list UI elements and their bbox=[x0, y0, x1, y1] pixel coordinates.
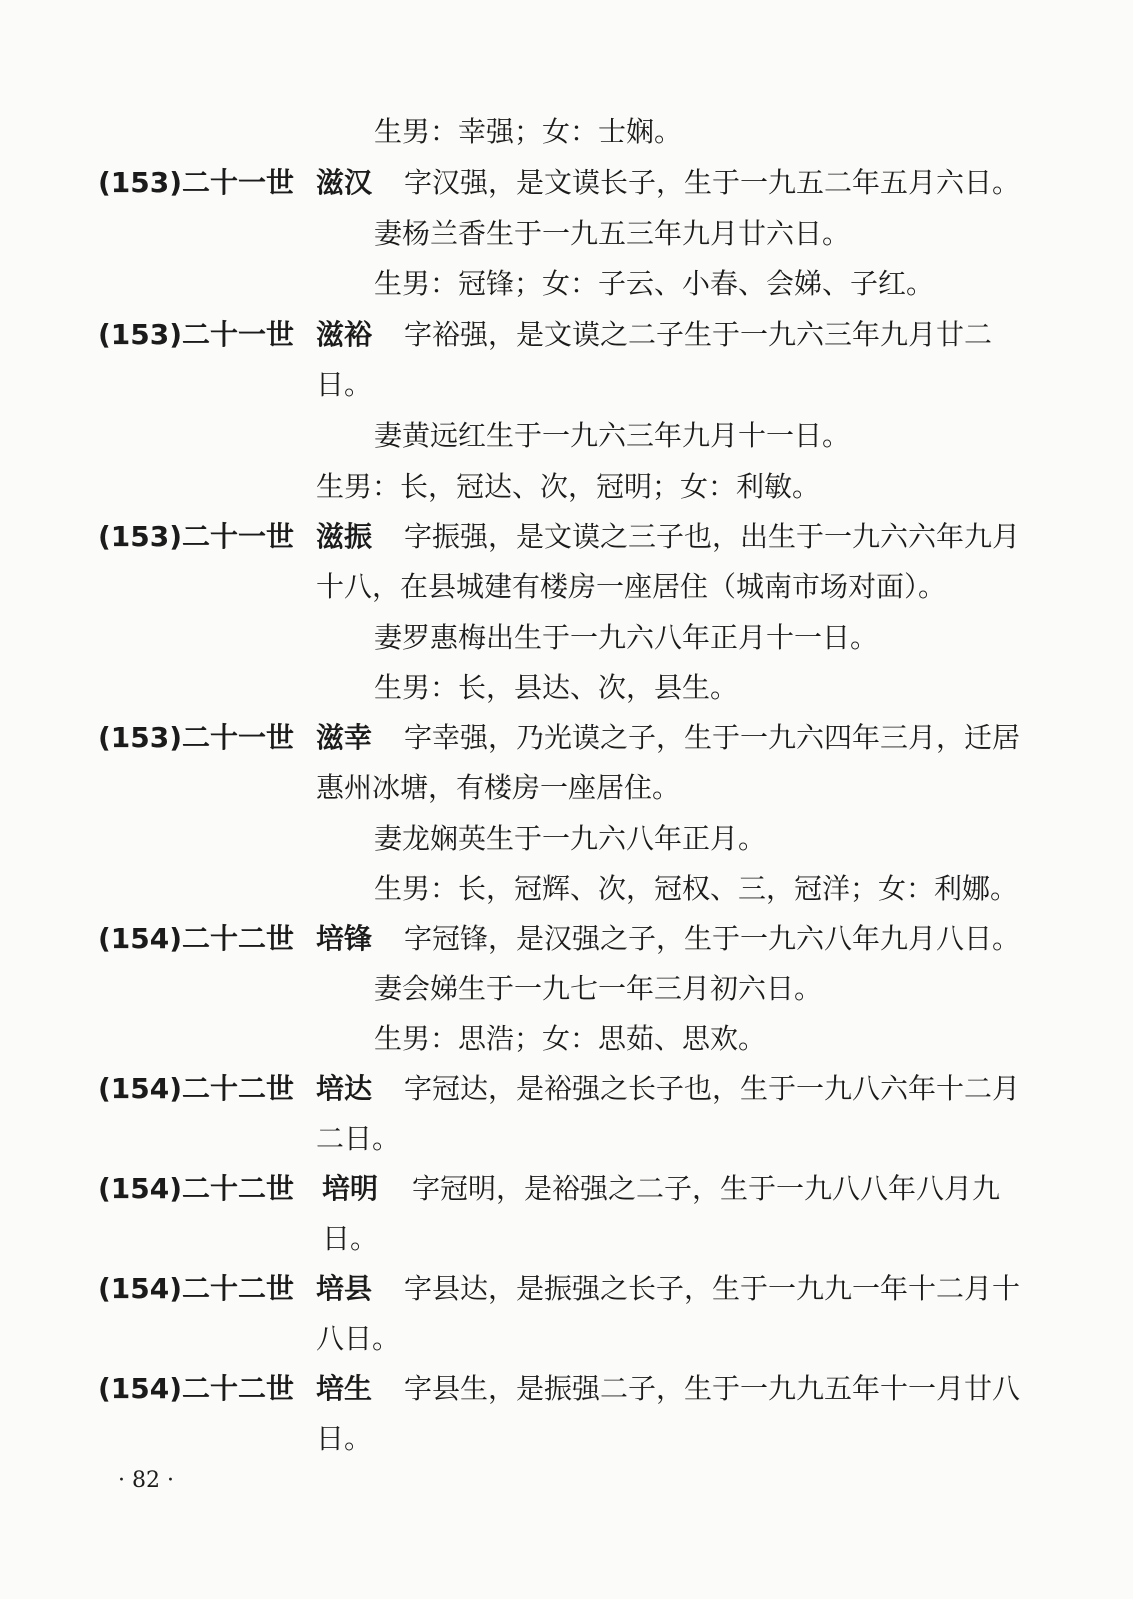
person-description: 字汉强，是文谟长子，生于一九五二年五月六日。 bbox=[404, 166, 1021, 199]
spouse-line: 妻龙娴英生于一九六八年正月。 bbox=[374, 822, 767, 855]
description-continuation: 日。 bbox=[322, 1222, 379, 1255]
person-name: 滋汉 bbox=[316, 166, 373, 199]
generation-label: (154)二十二世 bbox=[98, 1372, 295, 1405]
spouse-line: 妻罗惠梅出生于一九六八年正月十一日。 bbox=[374, 621, 879, 654]
person-description: 字冠锋，是汉强之子，生于一九六八年九月八日。 bbox=[404, 922, 1021, 955]
person-name: 培明 bbox=[322, 1172, 379, 1205]
generation-label: (153)二十一世 bbox=[98, 166, 295, 199]
spouse-line: 妻会娣生于一九七一年三月初六日。 bbox=[374, 972, 823, 1005]
person-name: 滋振 bbox=[316, 520, 373, 553]
spouse-line: 妻杨兰香生于一九五三年九月廿六日。 bbox=[374, 217, 851, 250]
person-name: 培达 bbox=[316, 1072, 373, 1105]
generation-label: (154)二十二世 bbox=[98, 922, 295, 955]
generation-label: (153)二十一世 bbox=[98, 318, 295, 351]
person-name: 培县 bbox=[316, 1272, 373, 1305]
generation-label: (153)二十一世 bbox=[98, 520, 295, 553]
children-line: 生男：长，冠辉、次，冠权、三，冠洋；女：利娜。 bbox=[374, 872, 1019, 905]
page-number: · 82 · bbox=[118, 1468, 174, 1493]
person-description: 字振强，是文谟之三子也，出生于一九六六年九月 bbox=[404, 520, 1021, 553]
children-line: 生男：长，冠达、次，冠明；女：利敏。 bbox=[316, 470, 821, 503]
person-description: 字冠明，是裕强之二子，生于一九八八年八月九 bbox=[412, 1172, 1001, 1205]
person-name: 滋幸 bbox=[316, 721, 373, 754]
person-description: 字县生，是振强二子，生于一九九五年十一月廿八 bbox=[404, 1372, 1021, 1405]
description-continuation: 二日。 bbox=[316, 1122, 401, 1155]
person-description: 字裕强，是文谟之二子生于一九六三年九月廿二 bbox=[404, 318, 993, 351]
children-line: 生男：幸强；女：士娴。 bbox=[374, 115, 683, 148]
description-continuation: 惠州冰塘，有楼房一座居住。 bbox=[316, 771, 681, 804]
spouse-line: 妻黄远红生于一九六三年九月十一日。 bbox=[374, 419, 851, 452]
person-name: 培锋 bbox=[316, 922, 373, 955]
person-description: 字冠达，是裕强之长子也，生于一九八六年十二月 bbox=[404, 1072, 1021, 1105]
description-continuation: 八日。 bbox=[316, 1322, 401, 1355]
generation-label: (153)二十一世 bbox=[98, 721, 295, 754]
children-line: 生男：冠锋；女：子云、小春、会娣、子红。 bbox=[374, 267, 935, 300]
generation-label: (154)二十二世 bbox=[98, 1272, 295, 1305]
person-description: 字幸强，乃光谟之子，生于一九六四年三月，迁居 bbox=[404, 721, 1021, 754]
generation-label: (154)二十二世 bbox=[98, 1172, 295, 1205]
person-name: 培生 bbox=[316, 1372, 373, 1405]
children-line: 生男：长，县达、次，县生。 bbox=[374, 671, 739, 704]
person-description: 字县达，是振强之长子，生于一九九一年十二月十 bbox=[404, 1272, 1021, 1305]
description-continuation: 十八，在县城建有楼房一座居住（城南市场对面）。 bbox=[316, 570, 947, 603]
children-line: 生男：思浩；女：思茹、思欢。 bbox=[374, 1022, 767, 1055]
generation-label: (154)二十二世 bbox=[98, 1072, 295, 1105]
description-continuation: 日。 bbox=[316, 368, 373, 401]
description-continuation: 日。 bbox=[316, 1422, 373, 1455]
person-name: 滋裕 bbox=[316, 318, 373, 351]
